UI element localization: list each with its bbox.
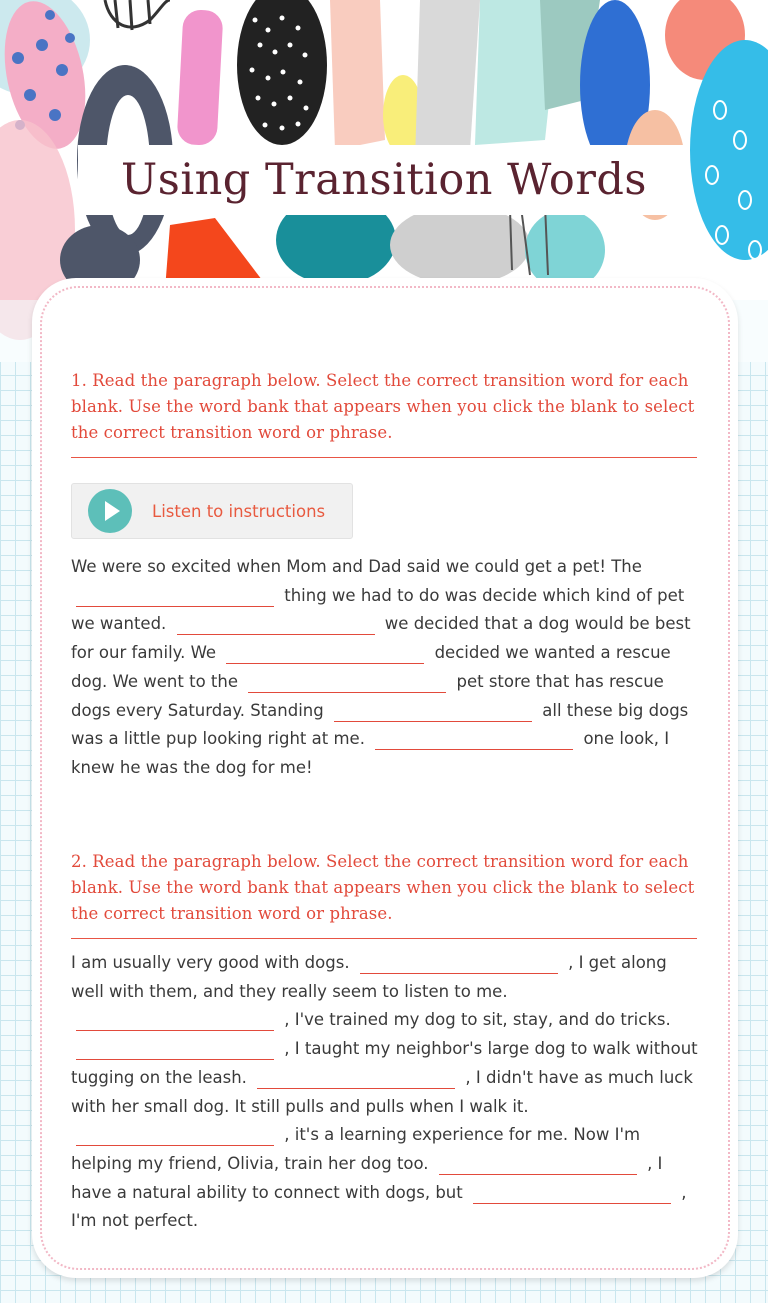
answer-blank-2-2[interactable] — [76, 1010, 274, 1031]
paragraph-text: , I've trained my dog to sit, stay, and do tricks. — [284, 1010, 671, 1030]
title-box — [78, 145, 690, 215]
divider-1 — [71, 457, 697, 458]
answer-blank-1-1[interactable] — [76, 586, 274, 607]
page-title: Using Transition Words — [121, 155, 647, 205]
paragraph-text: We were so excited when Mom and Dad said we could get a pet! The — [71, 557, 642, 576]
answer-blank-2-1[interactable] — [360, 953, 558, 974]
question-2-paragraph — [71, 949, 701, 1236]
paragraph-text: all these big dogs was a little pup looking right at me. — [71, 700, 689, 749]
paragraph-text: , I get along well with them, and they really seem to listen to me. — [71, 953, 667, 1001]
answer-blank-1-5[interactable] — [334, 701, 532, 722]
answer-blank-2-6[interactable] — [439, 1154, 637, 1175]
paragraph-text: , I have a natural ability to connect with dogs, but — [71, 1153, 663, 1202]
listen-instructions-button[interactable] — [71, 483, 353, 539]
answer-blank-1-6[interactable] — [375, 729, 573, 750]
question-1-instruction: 1. Read the paragraph below. Select the correct transition word for each blank. Use the word bank that appears when you click the blank to select the correct transition word or phrase. — [71, 371, 695, 442]
paragraph-text: thing we had to do was decide which kind of pet we wanted. — [71, 585, 685, 634]
paragraph-text: one look, I knew he was the dog for me! — [71, 729, 670, 777]
answer-blank-2-7[interactable] — [473, 1183, 671, 1204]
paragraph-text: pet store that has rescue dogs every Saturday. Standing — [71, 671, 664, 720]
question-1-paragraph — [71, 553, 701, 783]
answer-blank-2-4[interactable] — [257, 1068, 455, 1089]
paragraph-text: , I taught my neighbor's large dog to walk without tugging on the leash. — [71, 1039, 698, 1087]
paragraph-text: decided we wanted a rescue dog. We went to the — [71, 643, 671, 691]
answer-blank-2-3[interactable] — [76, 1039, 274, 1060]
listen-instructions-label: Listen to instructions — [152, 501, 326, 521]
paragraph-text: we decided that a dog would be best for our family. We — [71, 614, 691, 663]
answer-blank-1-3[interactable] — [226, 643, 424, 664]
answer-blank-2-5[interactable] — [76, 1125, 274, 1146]
answer-blank-1-2[interactable] — [177, 614, 375, 635]
play-icon — [88, 489, 132, 533]
answer-blank-1-4[interactable] — [248, 672, 446, 693]
paragraph-text: , it's a learning experience for me. Now I'm helping my friend, Olivia, train her dog too. — [71, 1125, 641, 1173]
question-2-instruction: 2. Read the paragraph below. Select the correct transition word for each blank. Use the word bank that appears when you click the blank to select the correct transition word or phrase. — [71, 852, 695, 923]
paragraph-text: , I'm not perfect. — [71, 1182, 687, 1231]
paragraph-text: I am usually very good with dogs. — [71, 953, 350, 972]
paragraph-text: , I didn't have as much luck with her small dog. It still pulls and pulls when I walk it. — [71, 1067, 693, 1116]
divider-2 — [71, 938, 697, 939]
